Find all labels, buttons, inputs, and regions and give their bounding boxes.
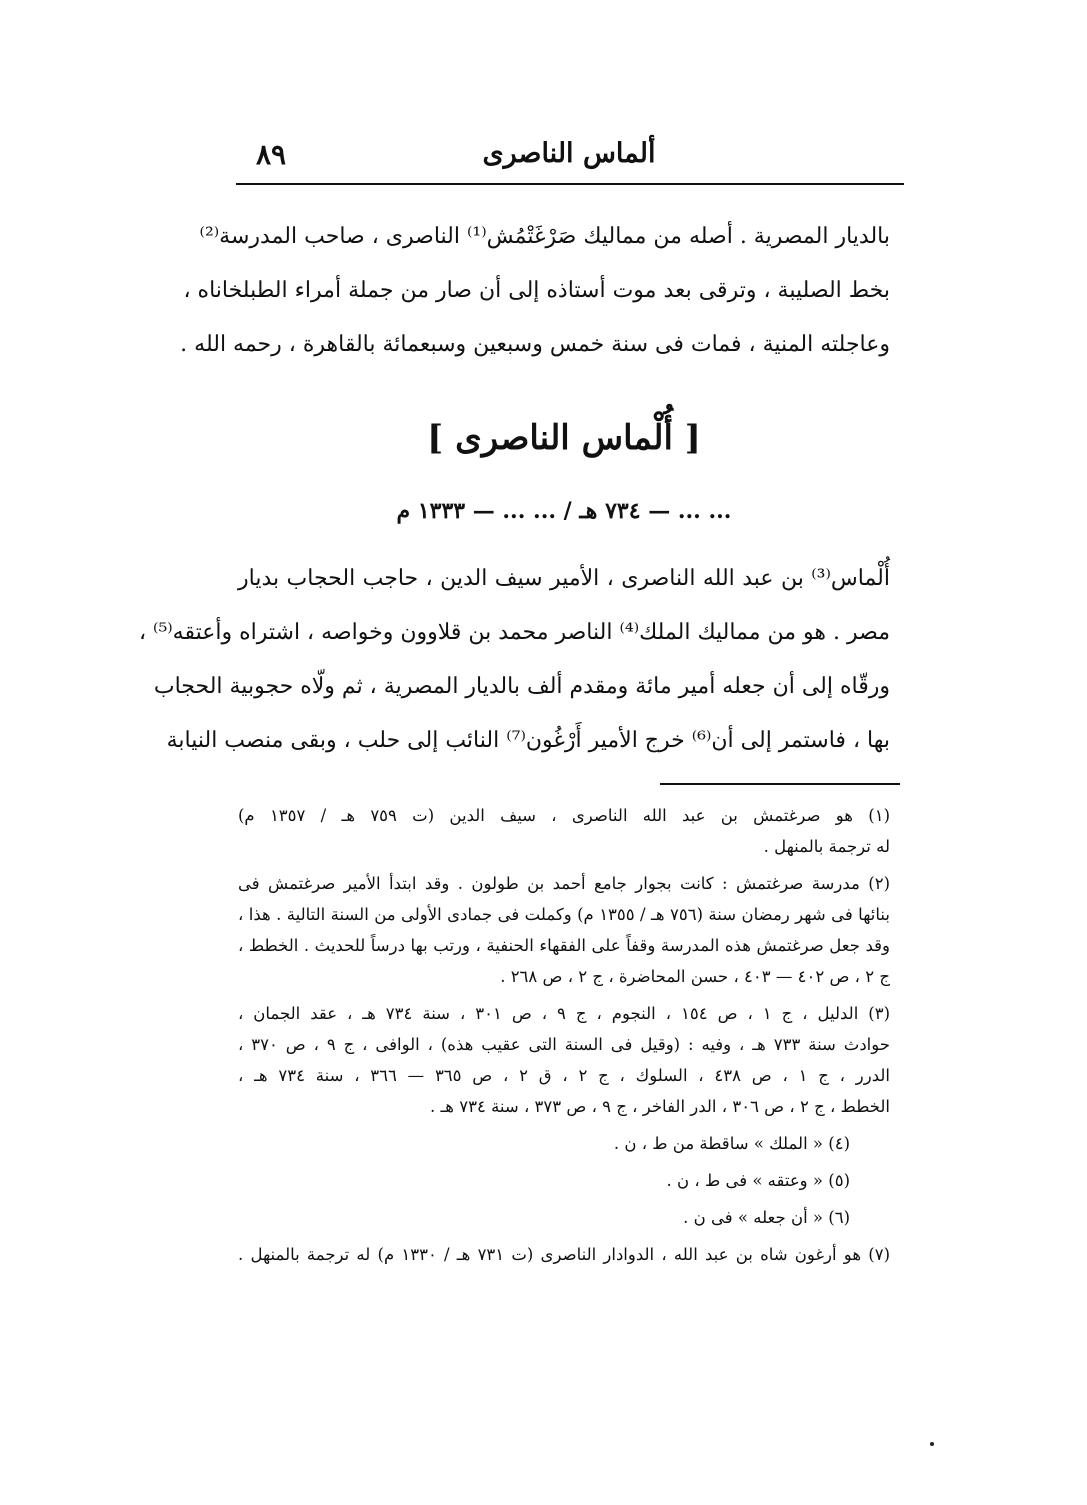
- footnote-line: الدرر ، ج ١ ، ص ٤٣٨ ، السلوك ، ج ٢ ، ق ٢ ، ص ٣٦٥ — ٣٦٦ ، سنة ٧٣٤ هـ ،: [238, 1066, 890, 1085]
- scan-speck: [930, 1442, 934, 1446]
- text-line: وعاجلته المنية ، فمات فى سنة خمس وسبعين وسبعمائة بالقاهرة ، رحمه الله .: [180, 332, 890, 357]
- running-title: ألماس الناصرى: [482, 138, 656, 169]
- footnote-2: [238, 868, 890, 992]
- footnote-line: (٥) « وعتقه » فى ط ، ن .: [666, 1171, 850, 1190]
- footnote-line: الخطط ، ج ٢ ، ص ٣٠٦ ، الدر الفاخر ، ج ٩ ، ص ٣٧٣ ، سنة ٧٣٤ هـ .: [429, 1097, 890, 1116]
- paragraph-continuation: [180, 210, 890, 372]
- header-rule: [236, 183, 904, 185]
- footnote-line: (٤) « الملك » ساقطة من ط ، ن .: [613, 1134, 850, 1153]
- footnote-line: له ترجمة بالمنهل .: [763, 837, 890, 856]
- footnote-line: ج ٢ ، ص ٤٠٢ — ٤٠٣ ، حسن المحاضرة ، ج ٢ ، ص ٢٦٨ .: [500, 967, 890, 986]
- footnotes: [238, 800, 890, 1276]
- footnote-3: [238, 998, 890, 1122]
- footnote-4: [238, 1128, 890, 1159]
- footnote-7: [238, 1239, 890, 1270]
- footnote-rule: [660, 783, 900, 785]
- text-line: بخط الصليبة ، وترقى بعد موت أستاذه إلى أن صار من جملة أمراء الطبلخاناه ،: [183, 278, 890, 303]
- text-line: بها ، فاستمر إلى أن⁽⁶⁾ خرج الأمير أَرْغُون⁽⁷⁾ النائب إلى حلب ، وبقى منصب النيابة: [166, 728, 890, 753]
- section-dates: ... ... — ٧٣٤ هـ / ... ... — ١٣٣٣ م: [396, 498, 732, 524]
- text-line: ورقّاه إلى أن جعله أمير مائة ومقدم ألف بالديار المصرية ، ثم ولّاه حجوبية الحجاب: [153, 674, 890, 699]
- footnote-line: (١) هو صرغتمش بن عبد الله الناصرى ، سيف الدين (ت ٧٥٩ هـ / ١٣٥٧ م): [238, 806, 890, 825]
- text-line: أُلْماس⁽³⁾ بن عبد الله الناصرى ، الأمير سيف الدين ، حاجب الحجاب بديار: [238, 566, 890, 591]
- footnote-6: [238, 1202, 890, 1233]
- footnote-5: [238, 1165, 890, 1196]
- text-line: بالديار المصرية . أصله من مماليك صَرْغَتْمُش⁽¹⁾ الناصرى ، صاحب المدرسة⁽²⁾: [199, 224, 890, 249]
- footnote-line: حوادث سنة ٧٣٣ هـ ، وفيه : (وقيل فى السنة التى عقيب هذه) ، الوافى ، ج ٩ ، ص ٣٧٠ ،: [238, 1035, 890, 1054]
- text-line: مصر . هو من مماليك الملك⁽⁴⁾ الناصر محمد بن قلاوون وخواصه ، اشتراه وأعتقه⁽⁵⁾ ،: [138, 620, 890, 645]
- footnote-line: بنائها فى شهر رمضان سنة (٧٥٦ هـ / ١٣٥٥ م) وكملت فى جمادى الأولى من السنة التالية . هذا ،: [238, 905, 890, 924]
- footnote-line: (٢) مدرسة صرغتمش : كانت بجوار جامع أحمد بن طولون . وقد ابتدأ الأمير صرغتمش فى: [238, 874, 890, 893]
- footnote-1: [238, 800, 890, 862]
- section-title: [ أُلْماس الناصرى ]: [427, 418, 701, 458]
- footnote-line: وقد جعل صرغتمش هذه المدرسة وقفاً على الفقهاء الحنفية ، ورتب بها درساً للحديث . الخطط ،: [238, 936, 890, 955]
- page-header: [238, 138, 900, 182]
- footnote-line: (٦) « أن جعله » فى ن .: [683, 1208, 850, 1227]
- biography-paragraph: [138, 552, 890, 768]
- footnote-line: (٣) الدليل ، ج ١ ، ص ١٥٤ ، النجوم ، ج ٩ ، ص ٣٠١ ، سنة ٧٣٤ هـ ، عقد الجمان ،: [238, 1004, 891, 1023]
- page-number: ٨٩: [256, 138, 287, 171]
- footnote-line: (٧) هو أرغون شاه بن عبد الله ، الدوادار الناصرى (ت ٧٣١ هـ / ١٣٣٠ م) له ترجمة بالمنهل .: [238, 1245, 890, 1264]
